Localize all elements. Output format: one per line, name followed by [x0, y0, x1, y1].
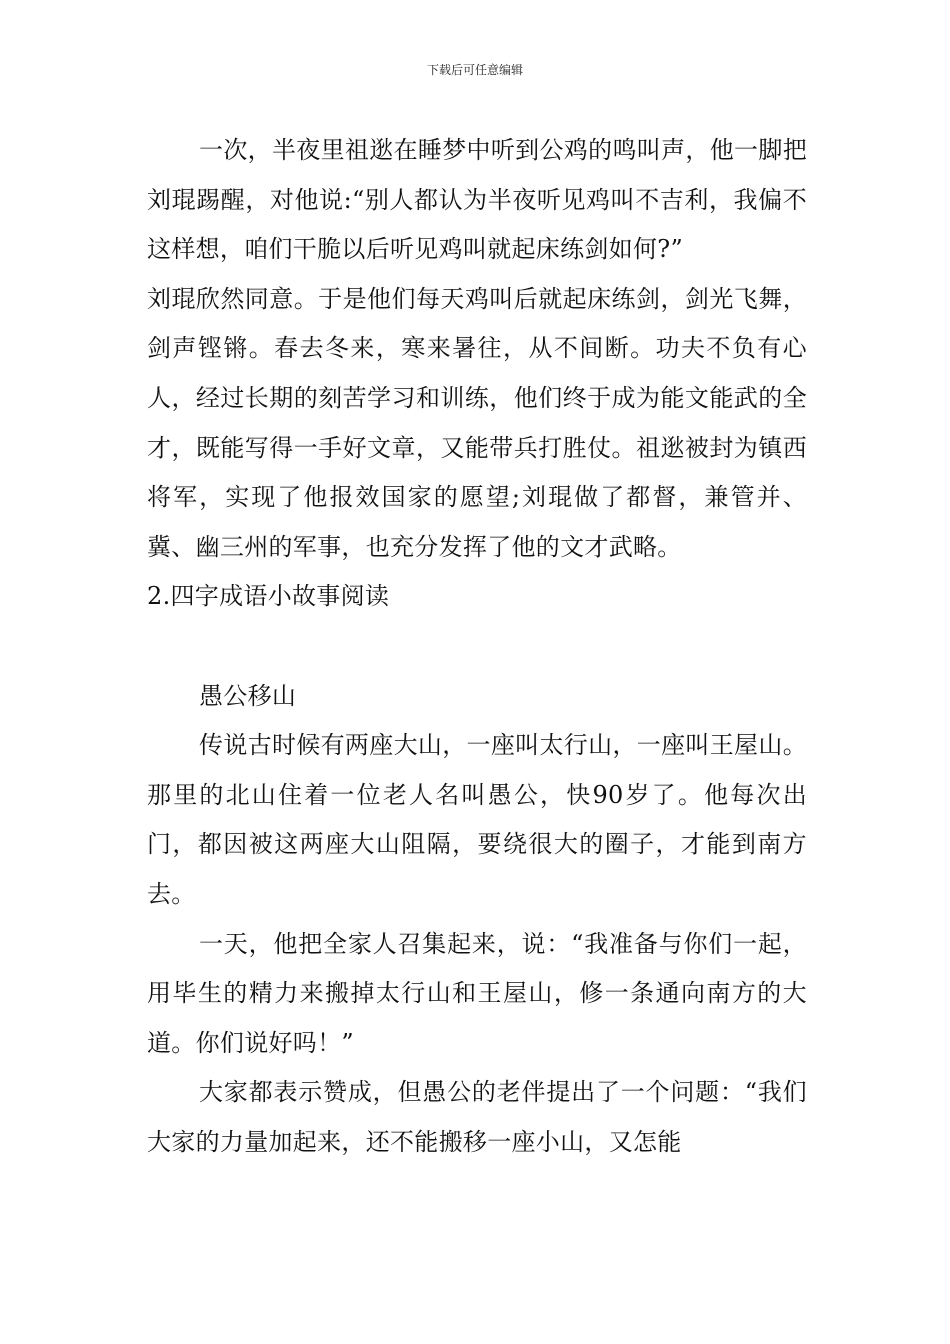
- blank-line: [147, 622, 807, 672]
- paragraph-wife-question: 大家都表示赞成，但愚公的老伴提出了一个问题：“我们大家的力量加起来，还不能搬移一座小山，又怎能: [147, 1078, 807, 1156]
- section-heading: 2.四字成语小故事阅读: [147, 582, 390, 611]
- paragraph-dream-rooster: 一次，半夜里祖逖在睡梦中听到公鸡的鸣叫声，他一脚把刘琨踢醒，对他说:“别人都认为半夜听见鸡叫不吉利，我偏不这样想，咱们干脆以后听见鸡叫就起床练剑如何?”: [147, 136, 807, 264]
- paragraph-sword-practice: 刘琨欣然同意。于是他们每天鸡叫后就起床练剑，剑光飞舞，剑声铿锵。春去冬来，寒来暑往，从不间断。功夫不负有心人，经过长期的刻苦学习和训练，他们终于成为能文能武的全才，既能写得一手好文章，又能带兵打胜仗。祖逖被封为镇西将军，实现了他报效国家的愿望;刘琨做了都督，兼管并、冀、幽三州的军事，也充分发挥了他的文才武略。: [147, 284, 807, 561]
- document-body: [147, 126, 807, 1167]
- page-header: 下载后可任意编辑: [426, 63, 523, 77]
- story-title: 愚公移山: [199, 681, 297, 710]
- paragraph-two-mountains: 传说古时候有两座大山，一座叫太行山，一座叫王屋山。那里的北山住着一位老人名叫愚公，快90岁了。他每次出门，都因被这两座大山阻隔，要绕很大的圈子，才能到南方去。: [147, 731, 807, 908]
- paragraph-family-gathering: 一天，他把全家人召集起来，说：“我准备与你们一起，用毕生的精力来搬掉太行山和王屋山，修一条通向南方的大道。你们说好吗！”: [147, 929, 807, 1057]
